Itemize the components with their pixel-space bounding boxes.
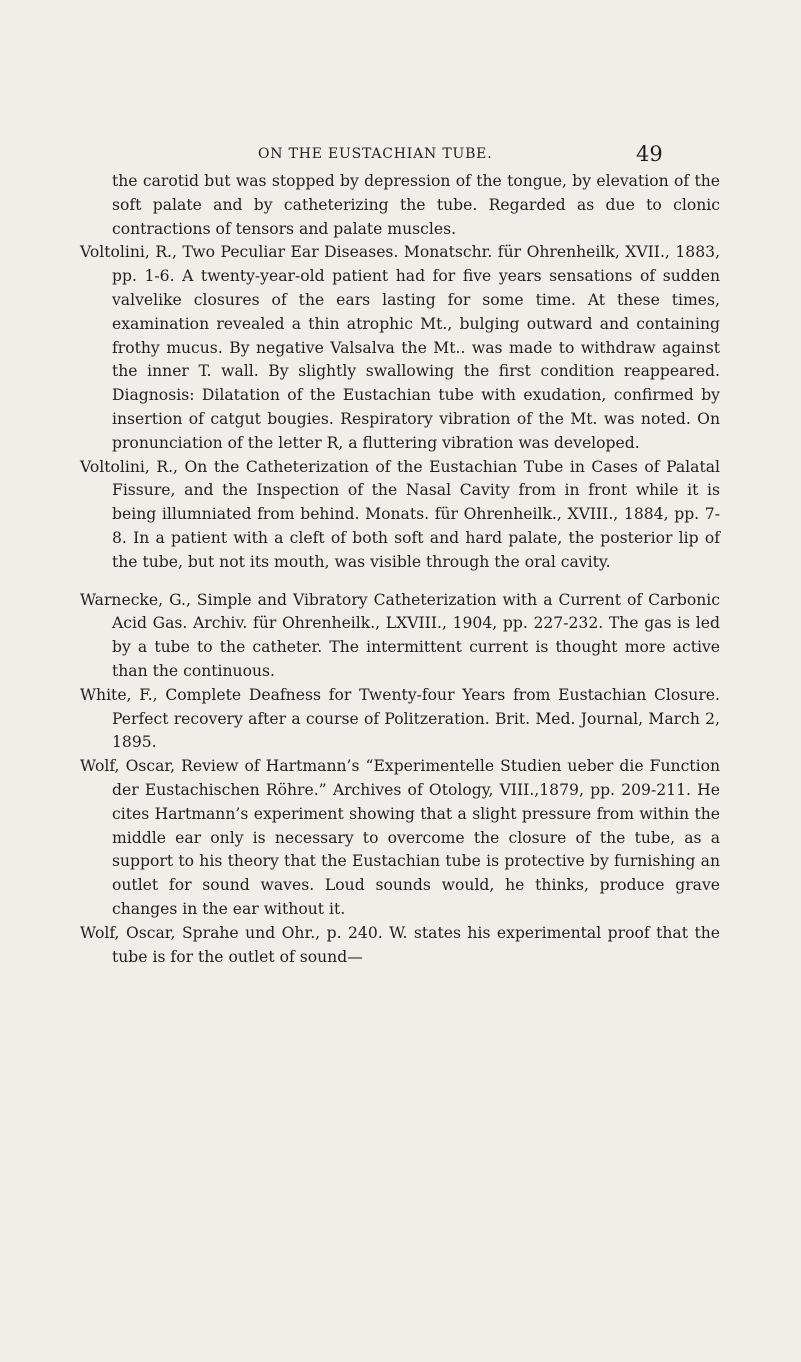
entry-wolf-sprache: Wolf, Oscar, Sprahe und Ohr., p. 240. W. states his experimental proof that the tube is for the outlet of sound—	[80, 923, 720, 966]
entry-white: White, F., Complete Deafness for Twenty-four Years from Eustachian Closure. Perfect recovery after a course of Politzeration. Brit. Med. Journal, March 2, 1895.	[80, 685, 720, 752]
entry-voltolini-catheterization: Voltolini, R., On the Catheterization of the Eustachian Tube in Cases of Palatal Fissure, and the Inspection of the Nasal Cavity from in front while it is being illumniated from behind. Monats. für Ohrenheilk., XVIII., 1884, pp. 7-8. In a patient with a cleft of both soft and hard palate, the posterior lip of the tube, but not its mouth, was visible through the oral cavity.	[80, 457, 720, 571]
entry-wolf-review: Wolf, Oscar, Review of Hartmann’s “Experimentelle Studien ueber die Function der Eustachischen Röhre.” Archives of Otology, VIII.,1879, pp. 209-211. He cites Hartmann’s experiment showing that a slight pressure from within the middle ear only is necessary to overcome the closure of the tube, as a support to his theory that the Eustachian tube is protective by furnishing an outlet for sound waves. Loud sounds would, he thinks, produce grave changes in the ear without it.	[80, 757, 720, 918]
bibliography-text	[80, 170, 720, 969]
running-head: ON THE EUSTACHIAN TUBE.	[258, 146, 493, 162]
page-header	[0, 142, 801, 166]
entry-warnecke: Warnecke, G., Simple and Vibratory Catheterization with a Current of Carbonic Acid Gas. Archiv. für Ohrenheilk., LXVIII., 1904, pp. 227-232. The gas is led by a tube to the catheter. The intermittent current is thought more active than the continuous.	[80, 590, 720, 680]
entry-voltolini-ear-diseases: Voltolini, R., Two Peculiar Ear Diseases. Monatschr. für Ohrenheilk, XVII., 1883, pp. 1-6. A twenty-year-old patient had for five years sensations of sudden valvelike closures of the ears lasting for some time. At these times, examination revealed a thin atrophic Mt., bulging outward and containing frothy mucus. By negative Valsalva the Mt.. was made to withdraw against the inner T. wall. By slightly swallowing the first condition reappeared. Diagnosis: Dilatation of the Eustachian tube with exudation, confirmed by insertion of catgut bougies. Respiratory vibration of the Mt. was noted. On pronunciation of the letter R, a fluttering vibration was developed.	[80, 243, 720, 452]
entry-continuation: the carotid but was stopped by depression of the tongue, by elevation of the soft palate and by catheterizing the tube. Regarded as due to clonic contractions of tensors and palate muscles.	[112, 172, 720, 238]
page-number: 49	[636, 142, 663, 166]
